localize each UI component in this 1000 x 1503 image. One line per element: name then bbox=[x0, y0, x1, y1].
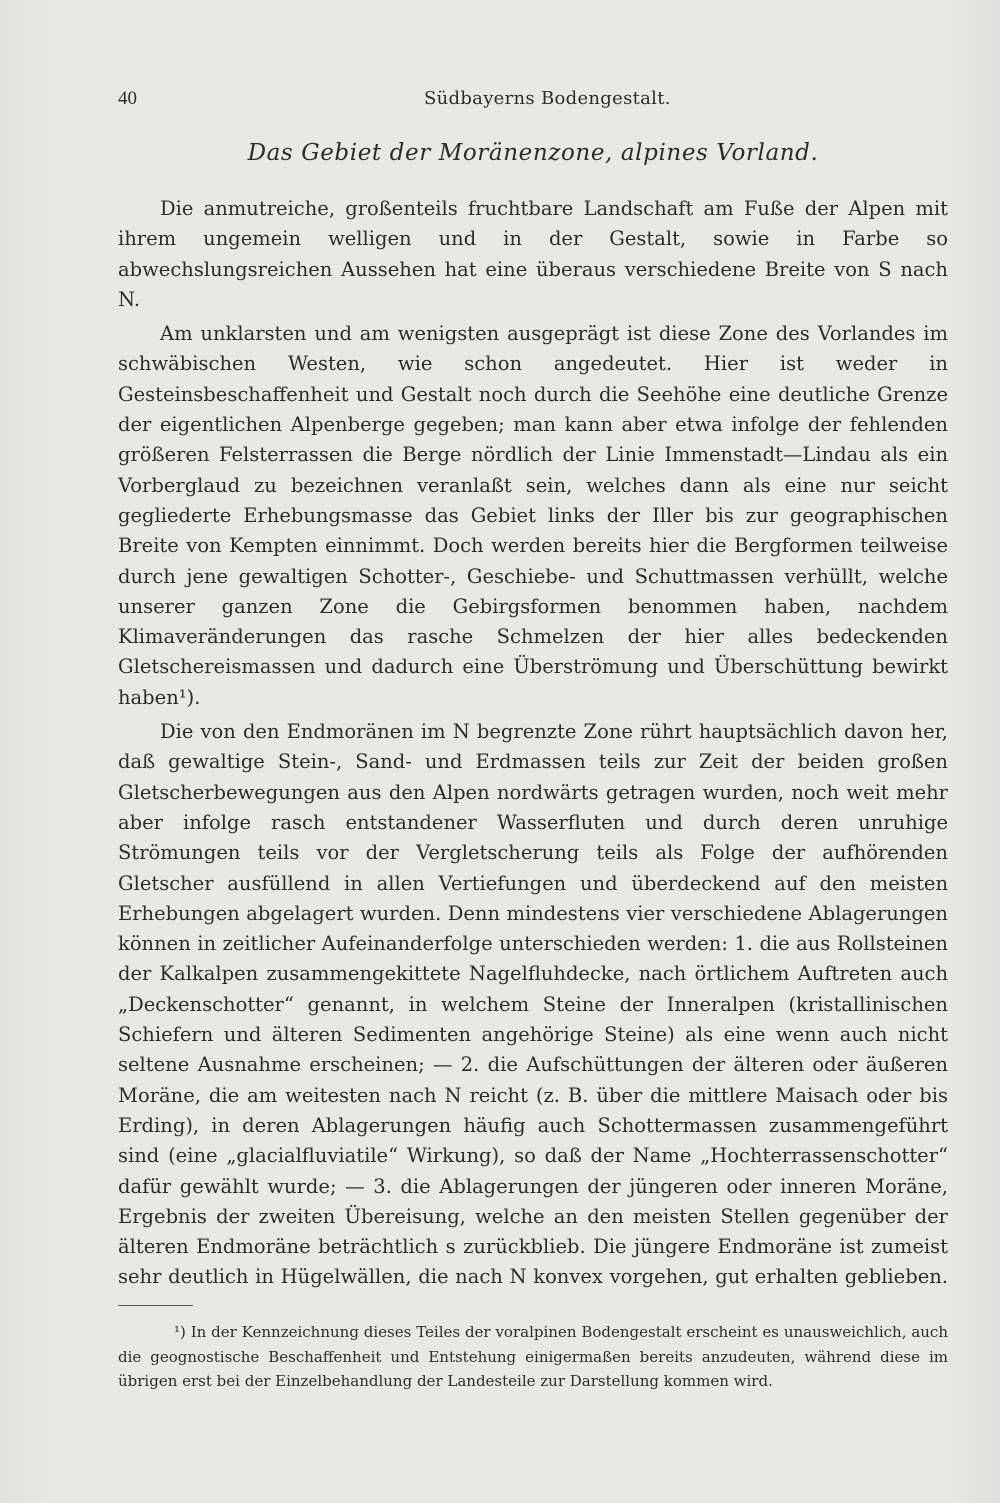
footnotes bbox=[118, 1320, 948, 1394]
section-title: Das Gebiet der Moränenzone, alpines Vorland. bbox=[247, 140, 819, 166]
footnote-divider bbox=[118, 1305, 193, 1306]
page-header bbox=[118, 88, 948, 116]
body-text bbox=[118, 194, 948, 1294]
paragraph: Am unklarsten und am wenigsten ausgeprägt ist diese Zone des Vorlandes im schwäbischen Westen, wie schon angedeutet. Hier ist weder in Gesteinsbeschaffenheit und Gestalt noch durch die Seehöhe eine deutliche Grenze der eigentlichen Alpenberge gegeben; man kann aber etwa infolge der fehlenden größeren Felsterrassen die Berge nördlich der Linie Immenstadt—Lindau als ein Vorberglaud zu bezeichnen veranlaßt sein, welches dann als eine nur seicht gegliederte Erhebungsmasse das Gebiet links der Iller bis zur geographischen Breite von Kempten einnimmt. Doch werden bereits hier die Bergformen teilweise durch jene gewaltigen Schotter-, Geschiebe- und Schuttmassen verhüllt, welche unserer ganzen Zone die Gebirgsformen benommen haben, nachdem Klimaveränderungen das rasche Schmelzen der hier alles bedeckenden Gletschereismassen und dadurch eine Überströmung und Überschüttung bewirkt haben¹). bbox=[118, 322, 948, 709]
page-number: 40 bbox=[118, 88, 137, 109]
paragraph: Die von den Endmoränen im N begrenzte Zone rührt hauptsächlich davon her, daß gewaltige Stein-, Sand- und Erdmassen teils zur Zeit der beiden großen Gletscherbewegungen aus den Alpen nordwärts getragen wurden, noch weit mehr aber infolge rasch entstandener Wasserfluten und durch deren unruhige Strömungen teils vor der Vergletscherung teils als Folge der aufhörenden Gletscher ausfüllend in allen Vertiefungen und überdeckend auf den meisten Erhebungen abgelagert wurden. Denn mindestens vier verschiedene Ablagerungen können in zeitlicher Aufeinanderfolge unterschieden werden: 1. die aus Rollsteinen der Kalkalpen zusammengekittete Nagelfluhdecke, nach örtlichem Auftreten auch „Deckenschotter“ genannt, in welchem Steine der Inneralpen (kristallinischen Schiefern und älteren Sedimenten angehörige Steine) als eine wenn auch nicht seltene Ausnahme erscheinen; — 2. die Aufschüttungen der älteren oder äußeren Moräne, die am weitesten nach N reicht (z. B. über die mittlere Maisach oder bis Erding), in deren Ablagerungen häufig auch Schottermassen zusammengeführt sind (eine „glacialfluviatile“ Wirkung), so daß der Name „Hochterrassenschotter“ dafür gewählt wurde; — 3. die Ablagerungen der jüngeren oder inneren Moräne, Ergebnis der zweiten Übereisung, welche an den meisten Stellen gegenüber der älteren Endmoräne beträchtlich s zurückblieb. Die jüngere Endmoräne ist zumeist sehr deutlich in Hügelwällen, die nach N konvex vorgehen, gut erhalten geblieben. bbox=[118, 720, 948, 1289]
paragraph: Die anmutreiche, großenteils fruchtbare Landschaft am Fuße der Alpen mit ihrem ungemein welligen und in der Gestalt, sowie in Farbe so abwechslungsreichen Aussehen hat eine überaus verschiedene Breite von S nach N. bbox=[118, 197, 948, 311]
running-head: Südbayerns Bodengestalt. bbox=[424, 88, 671, 109]
footnote: ¹) In der Kennzeichnung dieses Teiles der voralpinen Bodengestalt erscheint es unausweichlich, auch die geognostische Beschaffenheit und Entstehung einigermaßen bereits anzudeuten, während diese im übrigen erst bei der Einzelbehandlung der Landesteile zur Darstellung kommen wird. bbox=[118, 1323, 948, 1390]
